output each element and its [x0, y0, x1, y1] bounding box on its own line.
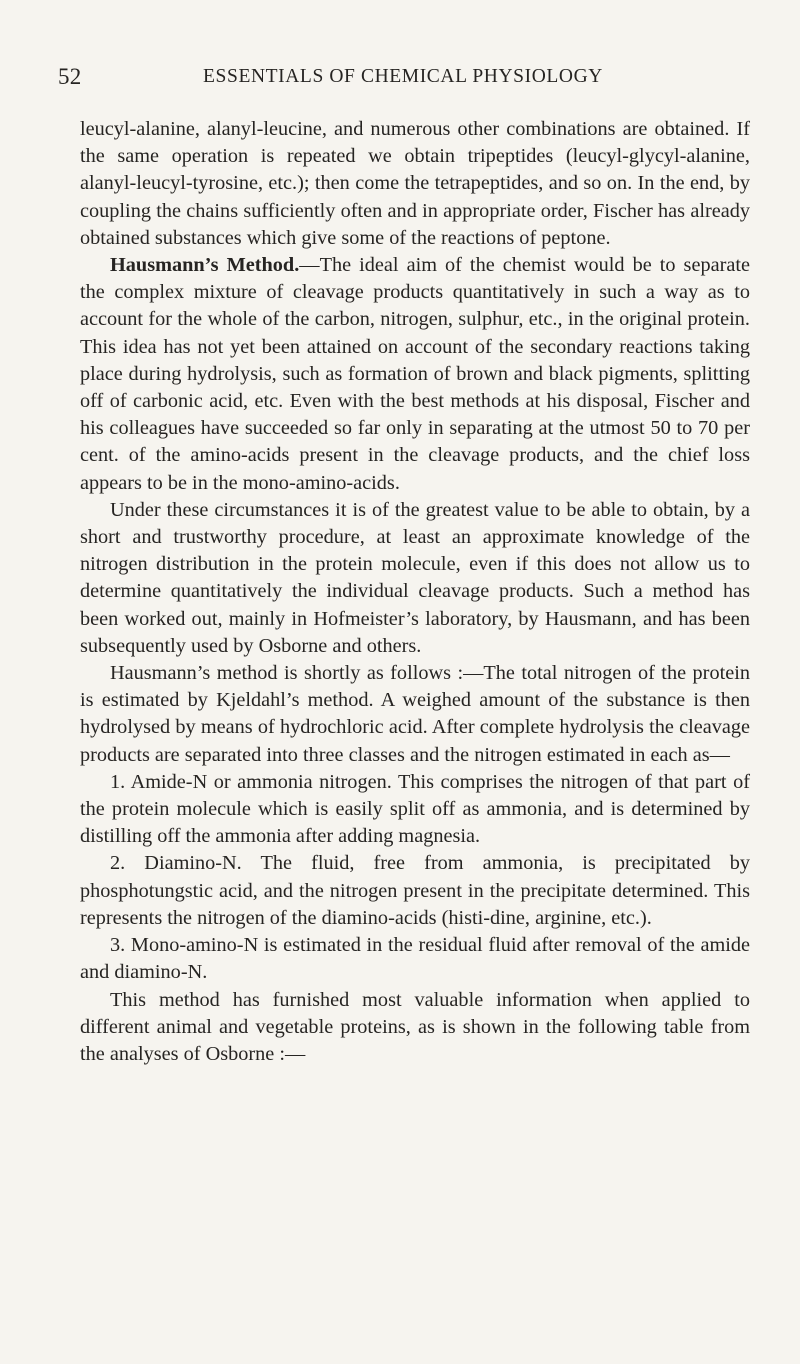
paragraph-hausmann-method	[80, 252, 750, 497]
paragraph-circumstances: Under these circumstances it is of the greatest value to be able to obtain, by a short and trustworthy procedure, at least an approximate knowledge of the nitrogen distribution in the protein molecule, even if this does not allow us to determine quantitatively the individual cleavage products. Such a method has been worked out, mainly in Hofmeister’s laboratory, by Hausmann, and has been subsequently used by Osborne and others.	[80, 498, 750, 657]
running-title: ESSENTIALS OF CHEMICAL PHYSIOLOGY	[203, 66, 603, 87]
list-item-amide-n: 1. Amide-N or ammonia nitrogen. This comprises the nitrogen of that part of the protein molecule which is easily split off as ammonia, and is determined by distilling off the ammonia after adding magnesia.	[80, 770, 750, 848]
page-number: 52	[58, 64, 82, 89]
page-header	[58, 64, 748, 94]
list-item-mono-amino-n: 3. Mono-amino-N is estimated in the residual fluid after removal of the amide and diamino-N.	[80, 934, 750, 984]
body-text	[80, 116, 750, 1068]
paragraph-osborne-table: This method has furnished most valuable information when applied to different animal and vegetable proteins, as is shown in the following table from the analyses of Osborne :—	[80, 988, 750, 1065]
paragraph-method-steps: Hausmann’s method is shortly as follows :—The total nitrogen of the protein is estimated by Kjeldahl’s method. A weighed amount of the substance is then hydrolysed by means of hydrochloric acid. After complete hydrolysis the cleavage products are separated into three classes and the nitrogen estimated in each as—	[80, 662, 750, 766]
list-item-diamino-n: 2. Diamino-N. The fluid, free from ammonia, is precipitated by phosphotungstic acid, and the nitrogen present in the precipitate determined. This represents the nitrogen of the diamino-acids (histi-dine, arginine, etc.).	[80, 852, 750, 929]
paragraph-peptides: leucyl-alanine, alanyl-leucine, and numerous other combinations are obtained. If the same operation is repeated we obtain tripeptides (leucyl-glycyl-alanine, alanyl-leucyl-tyrosine, etc.); then come the tetrapeptides, and so on. In the end, by coupling the chains sufficiently often and in appropriate order, Fischer has already obtained substances which give some of the reactions of peptone.	[80, 118, 750, 249]
section-heading-hausmann: Hausmann’s Method.	[110, 254, 300, 277]
paragraph-hausmann-method-text: —The ideal aim of the chemist would be to separate the complex mixture of cleavage products quantitatively in such a way as to account for the whole of the carbon, nitrogen, sulphur, etc., in the original protein. This idea has not yet been attained on account of the secondary reactions taking place during hydrolysis, such as formation of brown and black pigments, splitting off of carbonic acid, etc. Even with the best methods at his disposal, Fischer and his colleagues have succeeded so far only in separating at the utmost 50 to 70 per cent. of the amino-acids present in the cleavage products, and the chief loss appears to be in the mono-amino-acids.	[80, 254, 750, 494]
